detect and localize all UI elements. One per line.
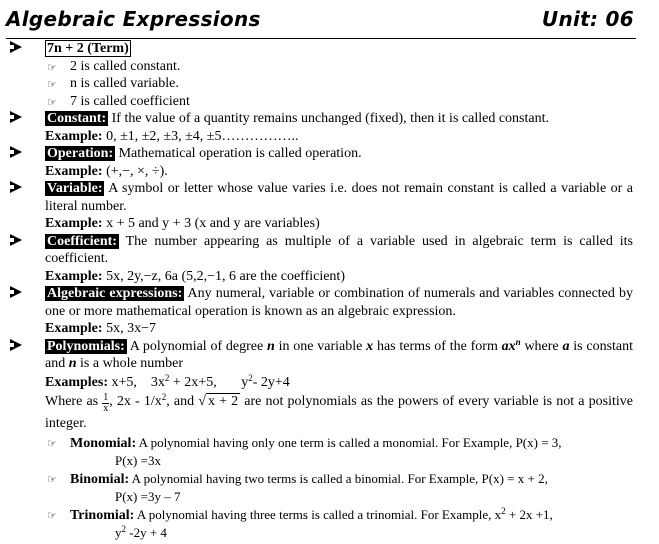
page-header [6, 4, 636, 39]
trinomial-item: ☞ Trinomial: A polynomial having three terms is called a trinomial. For Example, $x^2 + 2x +1$, [47, 505, 553, 523]
pointing-hand-icon: ☞ [47, 95, 57, 109]
binomial-item: ☞ Binomial: A polynomial having two terms is called a binomial. For Example, P(x) = x + 2, [47, 470, 548, 487]
term-example-section [0, 40, 659, 58]
constant-section: Constant: If the value of a quantity remains unchanged (fixed), then it is called constant. [0, 110, 659, 128]
variable-term: Variable: [47, 181, 103, 196]
content: 7n + 2 (Term) ☞ 2 is called constant. ☞ n is called variable. ☞ 7 is called coefficient Constant: If the value of a quantity remains unchanged (fixed), then it is called constant. Example: 0, ±1, ±2, ±3, ±4, ±5…………….. Operation: Mathematical operation is called operation. Example: (+,−, ×, ÷). Variable: A symbol or letter whose value varies i.e. does not remain constant is called a variable or a literal number. Example: x + 5 and y + 3 (x and y are variables) Coefficient: The number appearing as multiple of a variable used in algebraic term is called its coefficient. Example: 5x, 2y,−z, 6a (5,2,−1, 6 are the coefficient) Algebraic expressions: Any numeral, variable or combination of numerals and variables connected by one or more mathematical operation is known as an algebraic expression. Example: 5x, 3x−7 Polynomials: A polynomial of degree n in one variable x has terms of the form $ax^n$ where a is constant and n is a whole number Examples: x+5, $3x^2 + 2x+5$, $y^2-$ 2y+4 Where as $\frac{1}{x}$ , $2x - 1/x^2$, and √ x + 2 are not polynomials as the powers of every variable is not a positive integer. ☞ Monomial: A polynomial having only one term is called a monomial. For Example, P(x) = 3, P(x) =3x ☞ Binomial: A polynomial having two terms is called a binomial. For Example, P(x) = x + 2, P(x) =3y – 7 ☞ Trinomial: A polynomial having three terms is called a trinomial. For Example, $x^2 + 2x +1$, $y^2$ -2y + 4 [0, 40, 659, 542]
example-label: Example: [45, 321, 103, 336]
list-item: ☞ 2 is called constant. [0, 58, 659, 76]
polynomial-examples: Examples: x+5, $3x^2 + 2x+5$, $y^2-$ 2y+4 [45, 372, 290, 390]
algebraic-section: Algebraic expressions: Any numeral, variable or combination of numerals and variables connected by one or more mathematical operation is known as an algebraic expression. [0, 285, 659, 320]
coefficient-term: Coefficient: [47, 233, 117, 249]
variable-section: Variable: A symbol or letter whose value varies i.e. does not remain constant is called a variable or a literal number. [0, 180, 659, 215]
algebraic-term: Algebraic expressions: [47, 286, 183, 301]
pointing-hand-icon: ☞ [47, 472, 57, 486]
example-label: Example: [45, 163, 103, 179]
pointing-hand-icon: ☞ [47, 78, 57, 91]
list-item: ☞ n is called variable. [0, 75, 659, 93]
operation-section: Operation: Mathematical operation is called operation. [0, 145, 659, 163]
fraction: $\frac{1}{x}$ [103, 391, 109, 414]
example-label: Example: [45, 268, 103, 284]
operation-term: Operation: [47, 146, 114, 161]
list-item: ☞ 7 is called coefficient [0, 93, 659, 111]
pointing-hand-icon: ☞ [47, 436, 57, 450]
binomial-term: Binomial: [70, 471, 130, 487]
monomial-term: Monomial: [70, 435, 137, 451]
constant-term: Constant: [47, 111, 107, 126]
pointing-hand-icon: ☞ [47, 60, 57, 74]
example-label: Example: [45, 128, 103, 144]
page-title: Algebraic Expressions [6, 7, 261, 31]
term-example-label: 7n + 2 (Term) [47, 41, 129, 56]
example-label: Example: [45, 216, 103, 231]
monomial-item: ☞ Monomial: A polynomial having only one term is called a monomial. For Example, P(x) = 3, [47, 434, 562, 451]
trinomial-term: Trinomial: [70, 507, 135, 523]
coefficient-section: Coefficient: The number appearing as multiple of a variable used in algebraic term is called its coefficient. [0, 233, 659, 268]
pointing-hand-icon: ☞ [47, 508, 57, 522]
polynomials-section: Polynomials: A polynomial of degree n in one variable x has terms of the form $ax^n$ where a is constant and n is a whole number [0, 338, 659, 373]
polynomials-term: Polynomials: [47, 338, 125, 354]
unit-label: Unit: 06 [541, 7, 634, 31]
non-polynomial-note: Where as $\frac{1}{x}$ , $2x - 1/x^2$, and √ x + 2 are not polynomials as the powers of every variable is not a positive integer. [45, 391, 633, 431]
